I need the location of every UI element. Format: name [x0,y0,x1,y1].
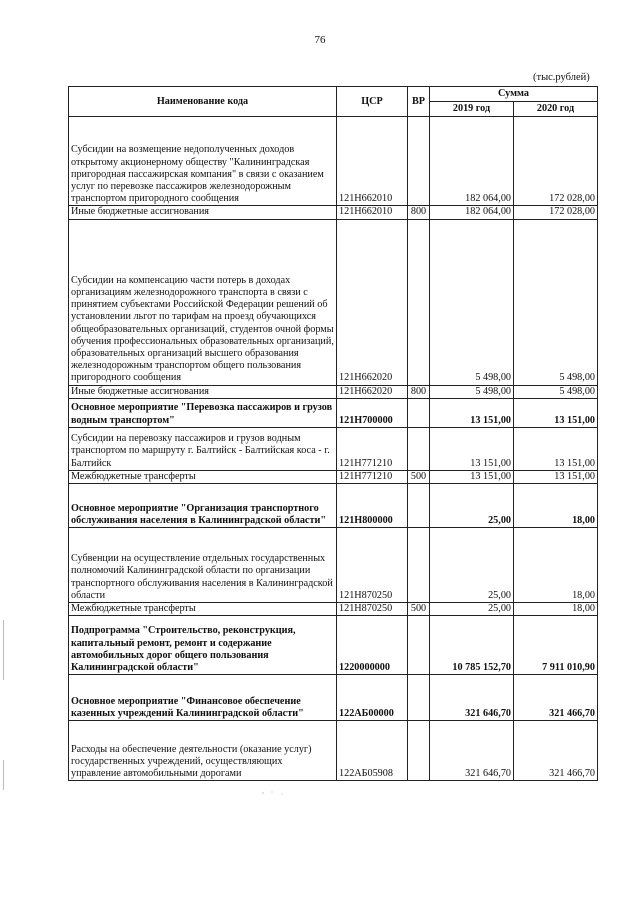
row-csr: 1220000000 [337,616,408,675]
row-csr: 121Н800000 [337,484,408,528]
row-name: Иные бюджетные ассигнования [69,206,337,219]
row-csr: 122АБ05908 [337,721,408,781]
row-2019: 13 151,00 [430,470,514,483]
row-name: Субвенции на осуществление отдельных государственных полномочий Калининградской области по организации транспортного обслуживания населения в Калининградской области [69,528,337,603]
table-row [69,219,598,385]
row-2019: 25,00 [430,484,514,528]
row-2020: 321 466,70 [514,675,598,721]
row-name: Межбюджетные трансферты [69,603,337,616]
row-vr [408,219,430,385]
units-label: (тыс.рублей) [533,72,590,83]
row-2020: 172 028,00 [514,206,598,219]
row-vr [408,427,430,470]
row-2020: 18,00 [514,603,598,616]
scan-edge-mark [3,760,4,790]
row-vr [408,616,430,675]
table-row [69,603,598,616]
budget-table [68,86,598,781]
row-csr: 121Н662020 [337,219,408,385]
row-vr [408,117,430,206]
row-2019: 10 785 152,70 [430,616,514,675]
table-row [69,470,598,483]
row-name: Субсидии на компенсацию части потерь в доходах организациям железнодорожного транспорта в связи с принятием субъектами Российской Федерации решений об установлении льгот по тарифам на проезд обучающихся общеобразовательных организаций, студентов очной формы обучения профессиональных образовательных организаций, образовательных организаций высшего образования железнодорожным транспортом общего пользования пригородного сообщения [69,219,337,385]
row-2019: 25,00 [430,603,514,616]
row-2019: 5 498,00 [430,219,514,385]
row-2020: 13 151,00 [514,470,598,483]
row-2019: 13 151,00 [430,398,514,427]
row-2019: 5 498,00 [430,385,514,398]
row-vr: 800 [408,385,430,398]
header-name: Наименование кода [69,87,337,117]
table-row [69,528,598,603]
row-csr: 122АБ00000 [337,675,408,721]
row-vr: 800 [408,206,430,219]
header-csr: ЦСР [337,87,408,117]
row-2020: 18,00 [514,484,598,528]
row-csr: 121Н700000 [337,398,408,427]
row-2019: 321 646,70 [430,721,514,781]
row-csr: 121Н662010 [337,206,408,219]
row-2019: 182 064,00 [430,206,514,219]
row-name: Субсидии на возмещение недополученных доходов открытому акционерному обществу "Калининградская пригородная пассажирская компания" в связи с оказанием услуг по перевозке пассажиров железнодорожным транспортом пригородного сообщения [69,117,337,206]
header-sum: Сумма [430,87,598,102]
row-name: Основное мероприятие "Перевозка пассажиров и грузов водным транспортом" [69,398,337,427]
row-2020: 5 498,00 [514,385,598,398]
table-row [69,721,598,781]
header-2020: 2020 год [514,102,598,117]
row-name: Подпрограмма "Строительство, реконструкция, капитальный ремонт, ремонт и содержание автомобильных дорог общего пользования Калининградской области" [69,616,337,675]
table-row [69,117,598,206]
table-row [69,385,598,398]
table-row [69,427,598,470]
row-csr: 121Н771210 [337,470,408,483]
row-csr: 121Н662020 [337,385,408,398]
row-name: Иные бюджетные ассигнования [69,385,337,398]
row-2020: 18,00 [514,528,598,603]
row-2020: 13 151,00 [514,398,598,427]
row-2020: 7 911 010,90 [514,616,598,675]
row-name: Расходы на обеспечение деятельности (оказание услуг) государственных учреждений, осуществляющих управление автомобильными дорогами [69,721,337,781]
row-name: Межбюджетные трансферты [69,470,337,483]
row-name: Основное мероприятие "Финансовое обеспечение казенных учреждений Калининградской области" [69,675,337,721]
row-vr: 500 [408,603,430,616]
row-name: Субсидии на перевозку пассажиров и грузов водным транспортом по маршруту г. Балтийск - Балтийская коса - г. Балтийск [69,427,337,470]
row-2019: 25,00 [430,528,514,603]
row-csr: 121Н662010 [337,117,408,206]
row-vr: 500 [408,470,430,483]
row-2020: 13 151,00 [514,427,598,470]
header-2019: 2019 год [430,102,514,117]
row-name: Основное мероприятие "Организация транспортного обслуживания населения в Калининградской области" [69,484,337,528]
row-2019: 182 064,00 [430,117,514,206]
header-vr: ВР [408,87,430,117]
row-csr: 121Н771210 [337,427,408,470]
row-csr: 121Н870250 [337,528,408,603]
row-vr [408,484,430,528]
table-row [69,675,598,721]
row-2020: 172 028,00 [514,117,598,206]
page-number: 76 [314,34,326,46]
scan-noise [260,790,290,796]
row-vr [408,721,430,781]
table-row [69,398,598,427]
row-csr: 121Н870250 [337,603,408,616]
table-row [69,616,598,675]
row-vr [408,398,430,427]
table-row [69,206,598,219]
row-vr [408,675,430,721]
row-2019: 321 646,70 [430,675,514,721]
table-row [69,484,598,528]
row-2020: 321 466,70 [514,721,598,781]
row-2020: 5 498,00 [514,219,598,385]
row-2019: 13 151,00 [430,427,514,470]
scan-edge-mark [3,620,4,680]
row-vr [408,528,430,603]
